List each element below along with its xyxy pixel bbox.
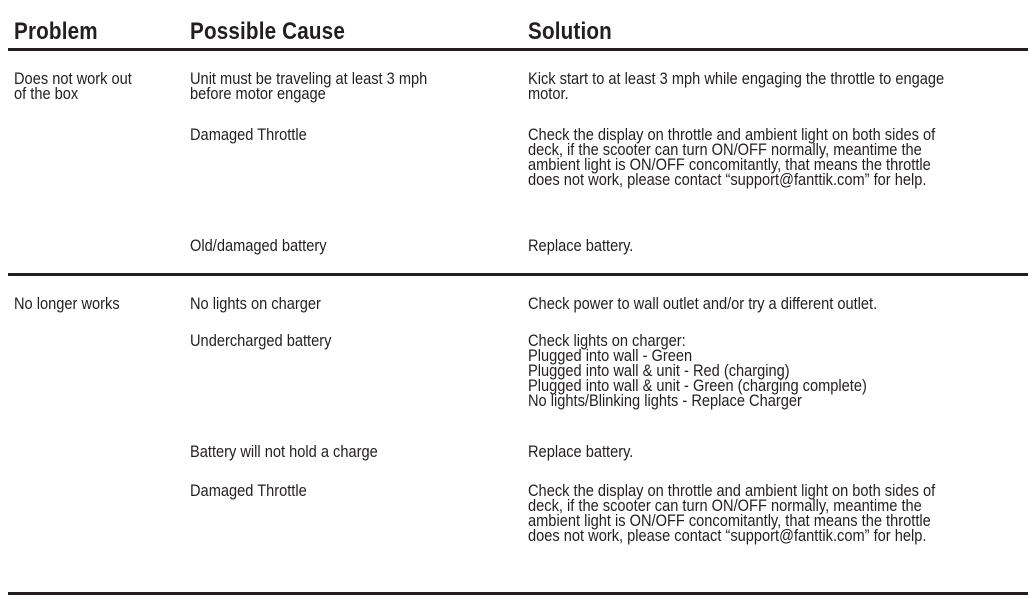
problem-cell-line: Does not work out [14, 69, 132, 88]
cause-cell-line: Old/damaged battery [190, 236, 327, 255]
cause-cell [190, 71, 427, 101]
problem-cell [14, 71, 132, 101]
problem-cell-line: No longer works [14, 294, 120, 313]
cause-cell [190, 127, 307, 142]
solution-cell [528, 444, 633, 459]
group-divider [8, 273, 1028, 276]
solution-cell-line: deck, if the scooter can turn ON/OFF normally, meantime the [528, 496, 922, 515]
problem-cell-line: of the box [14, 84, 79, 103]
solution-cell-line: Replace battery. [528, 442, 634, 461]
solution-cell-line: Plugged into wall - Green [528, 346, 693, 365]
solution-cell-line: ambient light is ON/OFF concomitantly, that means the throttle [528, 511, 931, 530]
solution-cell-line: does not work, please contact “support@fanttik.com” for help. [528, 170, 927, 189]
problem-cell [14, 296, 120, 311]
solution-cell-line: Check power to wall outlet and/or try a different outlet. [528, 294, 878, 313]
solution-cell-line: Check the display on throttle and ambient light on both sides of [528, 125, 936, 144]
solution-cell [528, 127, 935, 187]
cause-cell-line: Undercharged battery [190, 331, 332, 350]
header-divider [8, 48, 1028, 51]
solution-cell-line: Kick start to at least 3 mph while engaging the throttle to engage [528, 69, 945, 88]
solution-cell [528, 483, 935, 543]
cause-cell [190, 296, 321, 311]
solution-cell-line: Check the display on throttle and ambient light on both sides of [528, 481, 936, 500]
solution-cell-line: Replace battery. [528, 236, 634, 255]
table-bottom-divider [8, 592, 1028, 595]
cause-cell-line: before motor engage [190, 84, 326, 103]
solution-cell-line: motor. [528, 84, 569, 103]
solution-cell [528, 333, 867, 408]
solution-cell-line: Plugged into wall & unit - Green (charging complete) [528, 376, 867, 395]
header-solution: Solution [528, 18, 612, 45]
cause-cell-line: Damaged Throttle [190, 125, 307, 144]
solution-cell-line: Check lights on charger: [528, 331, 686, 350]
cause-cell-line: Battery will not hold a charge [190, 442, 378, 461]
solution-cell [528, 238, 633, 253]
solution-cell-line: does not work, please contact “support@fanttik.com” for help. [528, 526, 927, 545]
solution-cell-line: deck, if the scooter can turn ON/OFF normally, meantime the [528, 140, 922, 159]
solution-cell [528, 71, 944, 101]
cause-cell-line: Unit must be traveling at least 3 mph [190, 69, 428, 88]
solution-cell-line: No lights/Blinking lights - Replace Charger [528, 391, 802, 410]
cause-cell-line: No lights on charger [190, 294, 321, 313]
solution-cell-line: ambient light is ON/OFF concomitantly, that means the throttle [528, 155, 931, 174]
header-problem: Problem [14, 18, 98, 45]
cause-cell [190, 238, 327, 253]
cause-cell [190, 444, 378, 459]
solution-cell [528, 296, 877, 311]
cause-cell [190, 333, 331, 348]
solution-cell-line: Plugged into wall & unit - Red (charging) [528, 361, 790, 380]
cause-cell [190, 483, 307, 498]
header-possible-cause: Possible Cause [190, 18, 345, 45]
cause-cell-line: Damaged Throttle [190, 481, 307, 500]
